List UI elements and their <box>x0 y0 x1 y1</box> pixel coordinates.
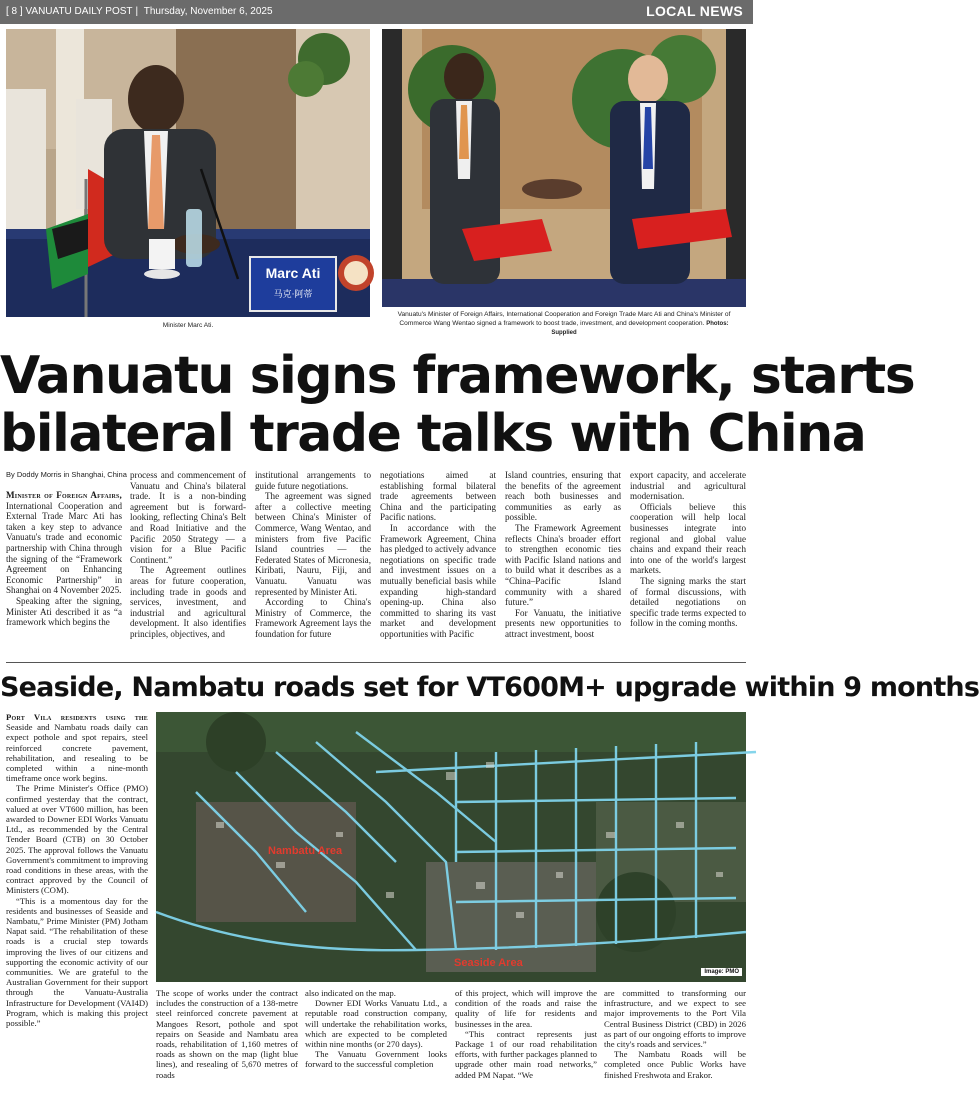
article1-col3-para2: The agreement was signed after a collective meeting between China's Minister of Commerce, Wang Wentao, and ministers from five Pacific Island countries — the Federated States of Micronesia, Kiribati, Nauru, Fiji, and Vanuatu. Vanuatu was represented by Minister Ati. <box>255 491 371 597</box>
article1-col6-para2: Officials believe this cooperation will help local businesses integrate into regional and global value chains and expand their reach into one of the world's largest markets. <box>630 501 746 576</box>
article2-col4-para2: “This contract represents just Package 1 of our road rehabilitation efforts, with further packages planned to upgrade other main road networks,” added PM Napat. “We <box>455 1028 597 1080</box>
article1-col1-para2: Speaking after the signing, Minister Ati described it as “a framework which begins the <box>6 595 122 628</box>
photo-credit: Photos: Supplied <box>551 320 729 336</box>
article2-column-3 <box>305 988 447 1070</box>
article1-column-5 <box>505 470 621 640</box>
nameplate-name: Marc Ati <box>265 265 321 281</box>
issue-date: Thursday, November 6, 2025 <box>143 6 273 17</box>
article1-col5-para3: For Vanuatu, the initiative presents new opportunities to attract investment, boost <box>505 607 621 639</box>
article2-column-5 <box>604 988 746 1080</box>
section-label: LOCAL NEWS <box>646 3 743 19</box>
article1-col4-para2: In accordance with the Framework Agreement, China has pledged to actively advance negotiations on specific trade and investment issues on a mutually beneficial basis while expanding high-standard opening-up. China also committed to sharing its vast market and development opportunities with Pacific <box>380 522 496 639</box>
article1-column-1 <box>6 490 122 628</box>
article1-col5-para1: Island countries, ensuring that the benefits of the agreement reach both businesses and communities as early as possible. <box>505 470 621 523</box>
photo-right-caption-text: Vanuatu's Minister of Foreign Affairs, International Cooperation and Foreign Trade Marc Ati and China's Minister of Commerce Wang Wentao signed a framework to boost trade, investment, and development cooperation. <box>397 311 731 327</box>
article1-col6-para1: export capacity, and accelerate industrial and agricultural modernisation. <box>630 470 746 502</box>
article1-col2-para1: process and commencement of Vanuatu and China's bilateral trade. It is a non-binding agreement but is forward-looking, reflecting China's Belt and Road Initiative and the Pacific 2050 Strategy — a vision for a Blue Pacific Continent.” <box>130 470 246 565</box>
page-header-bar <box>0 0 753 24</box>
byline: By Doddy Morris in Shanghai, China <box>6 470 127 479</box>
article1-column-6 <box>630 470 746 629</box>
photo-framework-signing <box>382 29 746 307</box>
article1-col1-para1: Minister of Foreign Affairs, International Cooperation and External Trade Marc Ati has taken a key step to advance Vanuatu's trade and economic partnership with China through the signing of the “Framework Agreement on Enhancing Economic Partnership” in Shanghai on 4 November 2025. <box>6 490 122 596</box>
article2-column-2 <box>156 988 298 1080</box>
article2-col3-para1: also indicated on the map. <box>305 988 396 998</box>
article2-col3-para2: Downer EDI Works Vanuatu Ltd., a reputable road construction company, will undertake the rehabilitation works, which are expected to be completed within nine months (or 270 days). <box>305 998 447 1050</box>
headline-line-2: bilateral trade talks with China <box>0 404 866 464</box>
article1-col6-para3: The signing marks the start of formal discussions, with detailed negotiations on specific trade terms expected to follow in the coming months. <box>630 575 746 629</box>
map-label-nambatu: Nambatu Area <box>268 845 343 857</box>
article1-column-3 <box>255 470 371 640</box>
aerial-road-map <box>156 712 746 982</box>
article2-col2-para1: The scope of works under the contract includes the construction of a 138-metre steel reinforced concrete pavement at Mangoes Resort, pothole and spot repairs on Seaside and Nambatu area roads, rehabilitation of 1,160 metres of roads as shown on the map (light blue lines), and resealing of 5,670 metres of roads <box>156 988 298 1080</box>
article2-col5-para1: are committed to transforming our infrastructure, and we expect to see major improvements to the Port Vila Central Business District (CBD) in 2026 as part of our ongoing efforts to improve the city's roads and services.” <box>604 988 746 1050</box>
article1-col2-para2: The Agreement outlines areas for future cooperation, including trade in goods and services, investment, and industrial and agricultural development. It also identifies principles, objectives, and <box>130 565 246 639</box>
article1-col5-para2: The Framework Agreement reflects China's broader effort to strengthen economic ties with Pacific Island nations and to build what it describes as a “China–Pacific Island community with a shared future.” <box>505 522 621 608</box>
nameplate-chinese-name: 马克·阿蒂 <box>273 290 313 300</box>
photo-minister-marc-ati <box>6 29 370 317</box>
map-label-seaside: Seaside Area <box>454 957 523 969</box>
article2-col5-para2: The Nambatu Roads will be completed once Public Works have finished Freshwota and Erakor. <box>604 1049 746 1080</box>
headline-line-1: Vanuatu signs framework, starts <box>0 346 915 406</box>
map-credit: Image: PMO <box>701 968 742 976</box>
photo-left-caption: Minister Marc Ati. <box>162 322 214 329</box>
page-number: [ 8 ] <box>6 6 23 17</box>
section-divider <box>6 662 746 663</box>
publication-name: VANUATU DAILY POST <box>25 6 133 17</box>
article2-col1-para2: The Prime Minister's Office (PMO) confirmed yesterday that the contract, valued at over VT600 million, has been awarded to Downer EDI Works Vanuatu Ltd., as recommended by the Central Tender Board (CTB) on 30 October 2025. The approval follows the Vanuatu Government's commitment to improving road conditions in these areas, with the contract approved by the Council of Ministers (COM). <box>6 783 148 896</box>
article2-col4-para1: of this project, which will improve the condition of the roads and raise the quality of life for residents and businesses in the area. <box>455 988 597 1029</box>
article1-col3-para3: According to China's Ministry of Commerce, the Framework Agreement lays the foundation for future <box>255 597 371 639</box>
article1-column-2 <box>130 470 246 640</box>
article1-col4-para1: negotiations aimed at establishing formal bilateral trade agreements between China and the participating Pacific nations. <box>380 470 496 523</box>
headline-roads: Seaside, Nambatu roads set for VT600M+ upgrade within 9 months <box>0 672 979 703</box>
article2-col1-para1: Port Vila residents using the Seaside and Nambatu roads daily can expect pothole and spot repairs, steel reinforced concrete pavement, rehabilitation, and resealing to be completed within a nine-month timeframe once work begins. <box>6 712 148 784</box>
photo-right-caption <box>386 311 742 338</box>
article1-column-4 <box>380 470 496 640</box>
article2-col3-para3: The Vanuatu Government looks forward to the successful completion <box>305 1049 447 1070</box>
header-left: [ 8 ] VANUATU DAILY POST | Thursday, November 6, 2025 <box>6 6 273 17</box>
article2-col1-para3: “This is a momentous day for the residents and businesses of Seaside and Nambatu,” Prime Minister (PM) Jotham Napat said. “The rehabilitation of these roads is a crucial step towards improving the lives of our citizens and supporting the economic activity of our communities. We are grateful to the Australian Government for their support through the Vanuatu-Australia Infrastructure for Development (VAI4D) Program, which is making this project possible.” <box>6 895 148 1029</box>
lead-in-roads: Port Vila residents using the <box>6 712 148 722</box>
article2-column-1 <box>6 712 148 1028</box>
article1-col3-para1: institutional arrangements to guide future negotiations. <box>255 470 371 491</box>
lead-in: Minister of Foreign Affairs, <box>6 490 122 500</box>
article2-column-4 <box>455 988 597 1080</box>
